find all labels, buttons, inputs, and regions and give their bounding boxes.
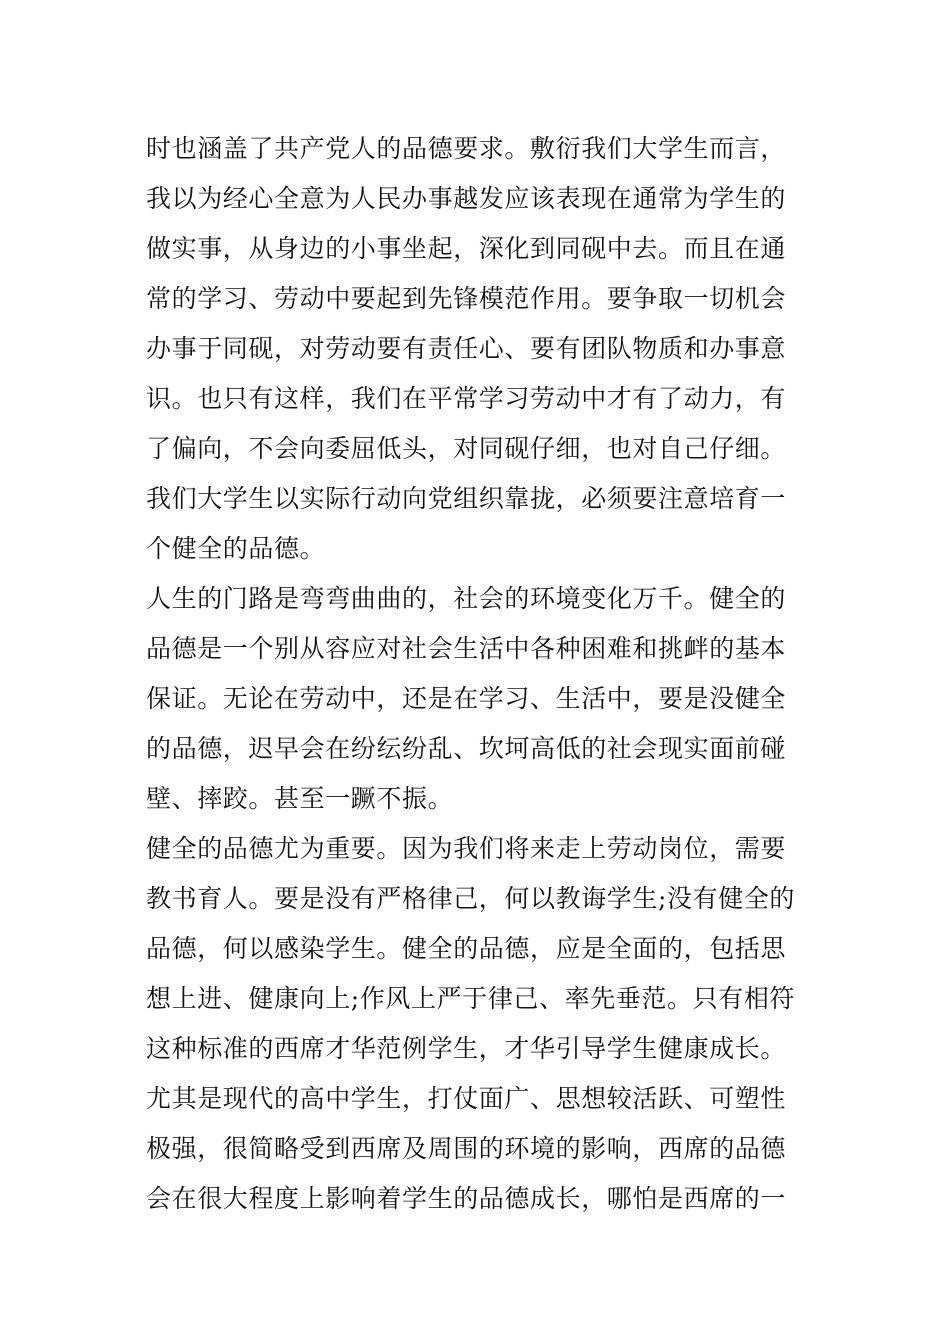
text-line: 的品德，迟早会在纷纭纷乱、坎坷高低的社会现实面前碰 <box>146 734 787 763</box>
text-line: 我以为经心全意为人民办事越发应该表现在通常为学生的 <box>146 184 787 213</box>
text-line: 极强，很简略受到西席及周围的环境的影响，西席的品德 <box>146 1134 787 1163</box>
body-text <box>146 124 806 1224</box>
text-line: 时也涵盖了共产党人的品德要求。敷衍我们大学生而言， <box>146 134 787 163</box>
text-line: 健全的品德尤为重要。因为我们将来走上劳动岗位，需要 <box>146 834 787 863</box>
text-line: 品德，何以感染学生。健全的品德，应是全面的，包括思 <box>146 934 787 963</box>
text-line: 会在很大程度上影响着学生的品德成长，哪怕是西席的一 <box>146 1184 787 1213</box>
text-line: 我们大学生以实际行动向党组织靠拢，必须要注意培育一 <box>146 484 787 513</box>
text-line: 品德是一个别从容应对社会生活中各种困难和挑衅的基本 <box>146 634 787 663</box>
text-line: 人生的门路是弯弯曲曲的，社会的环境变化万千。健全的 <box>146 584 787 613</box>
text-line: 想上进、健康向上;作风上严于律己、率先垂范。只有相符 <box>146 984 796 1013</box>
text-line: 壁、摔跤。甚至一蹶不振。 <box>146 784 454 813</box>
text-line: 这种标准的西席才华范例学生，才华引导学生健康成长。 <box>146 1034 787 1063</box>
text-line: 教书育人。要是没有严格律己，何以教诲学生;没有健全的 <box>146 884 796 913</box>
text-line: 保证。无论在劳动中，还是在学习、生活中，要是没健全 <box>146 684 787 713</box>
text-line: 个健全的品德。 <box>146 534 326 563</box>
text-line: 识。也只有这样，我们在平常学习劳动中才有了动力，有 <box>146 384 787 413</box>
text-line: 做实事，从身边的小事坐起，深化到同砚中去。而且在通 <box>146 234 787 263</box>
text-line: 办事于同砚，对劳动要有责任心、要有团队物质和办事意 <box>146 334 787 363</box>
text-line: 尤其是现代的高中学生，打仗面广、思想较活跃、可塑性 <box>146 1084 787 1113</box>
text-line: 了偏向，不会向委屈低头，对同砚仔细，也对自己仔细。 <box>146 434 787 463</box>
text-line: 常的学习、劳动中要起到先锋模范作用。要争取一切机会 <box>146 284 787 313</box>
